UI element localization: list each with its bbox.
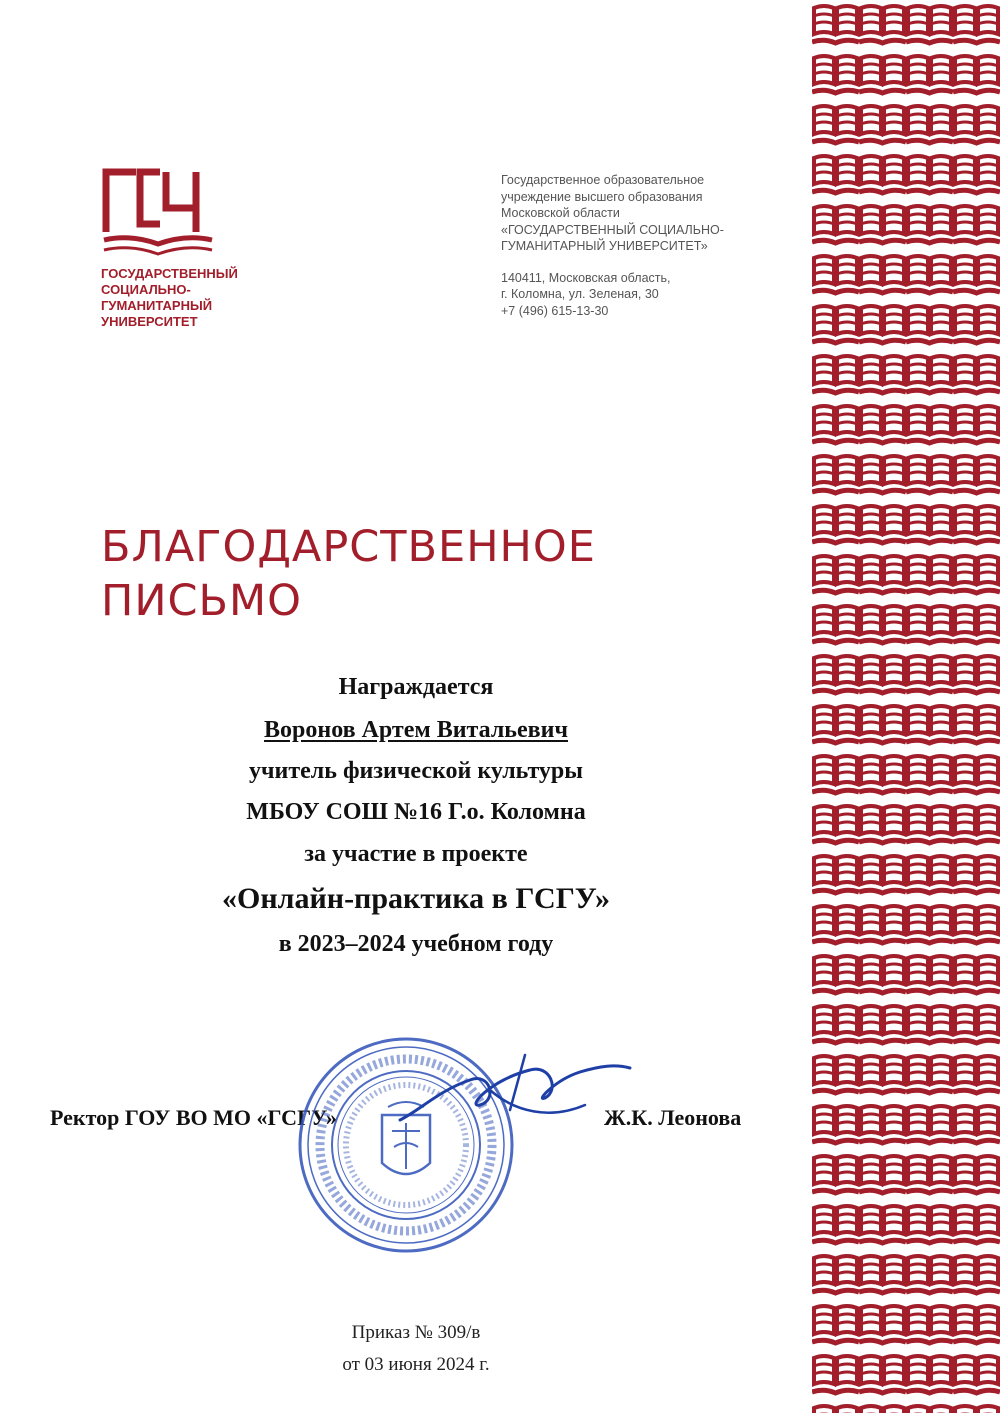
title-line-2: ПИСЬМО xyxy=(101,576,302,626)
handwritten-signature xyxy=(380,1050,640,1140)
org-line: Московской области xyxy=(501,206,620,220)
organization-details xyxy=(501,172,801,319)
org-line: «ГОСУДАРСТВЕННЫЙ СОЦИАЛЬНО- xyxy=(501,222,724,237)
recipient-position: учитель физической культуры xyxy=(248,758,584,784)
recipient-school: МБОУ СОШ №16 Г.о. Коломна xyxy=(246,799,586,825)
address-line: г. Коломна, ул. Зеленая, 30 xyxy=(501,287,659,301)
logo-text-line: СОЦИАЛЬНО- xyxy=(101,282,191,297)
book-pattern-ornament xyxy=(812,0,1000,1413)
recipient-name-row xyxy=(16,717,816,744)
logo-text-line: ГУМАНИТАРНЫЙ xyxy=(101,298,213,313)
phone-line: +7 (496) 615-13-30 xyxy=(501,303,609,318)
order-number: Приказ № 309/в xyxy=(351,1322,481,1343)
signatory-title: Ректор ГОУ ВО МО «ГСГУ» xyxy=(50,1105,337,1130)
org-line: ГУМАНИТАРНЫЙ УНИВЕРСИТЕТ» xyxy=(501,239,708,253)
award-period: в 2023–2024 учебном году xyxy=(278,931,554,957)
award-reason: за участие в проекте xyxy=(304,841,528,867)
project-name: «Онлайн-практика в ГСГУ» xyxy=(222,882,610,915)
logo-text-line: ГОСУДАРСТВЕННЫЙ xyxy=(101,266,238,281)
document-title xyxy=(101,520,801,628)
address-line: 140411, Московская область, xyxy=(501,270,671,285)
order-date: от 03 июня 2024 г. xyxy=(342,1354,490,1375)
org-line: учреждение высшего образования xyxy=(501,189,703,204)
logo-text xyxy=(101,266,238,330)
logo-text-line: УНИВЕРСИТЕТ xyxy=(101,314,198,329)
awarded-label: Награждается xyxy=(338,674,494,700)
org-line: Государственное образовательное xyxy=(501,173,705,187)
title-line-1: БЛАГОДАРСТВЕННОЕ xyxy=(101,522,596,572)
gsgu-logo-icon xyxy=(100,168,216,256)
signatory-name: Ж.К. Леонова xyxy=(604,1105,742,1130)
recipient-name: Воронов Артем Витальевич xyxy=(264,717,568,743)
